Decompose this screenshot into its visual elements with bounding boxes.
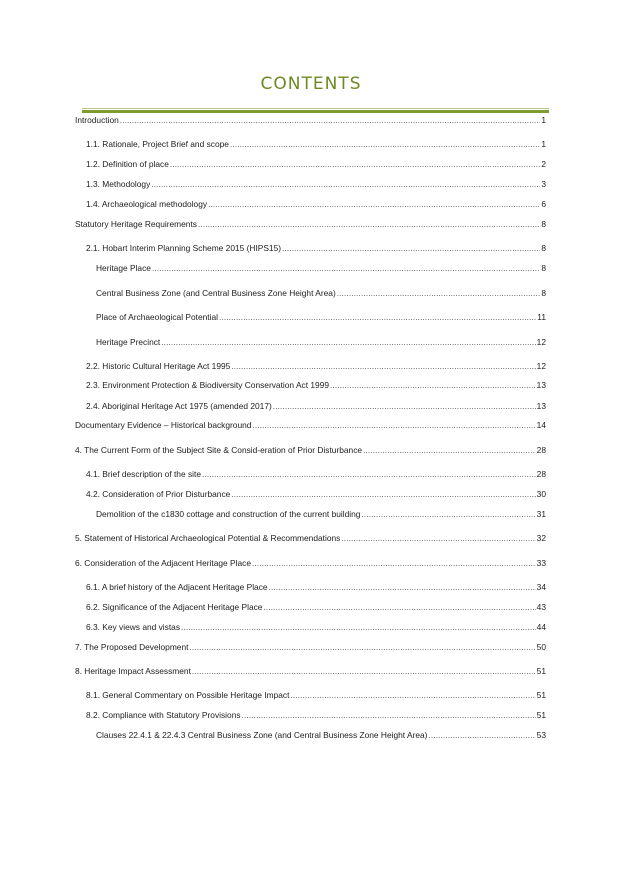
toc-entry-text: 6.1. A brief history of the Adjacent Heritage Place: [86, 582, 268, 592]
toc-entry-text: 6.3. Key views and vistas: [86, 622, 181, 632]
toc-entry-text: 1.4. Archaeological methodology: [86, 199, 208, 209]
toc-leader-dots: [290, 690, 535, 701]
toc-entry-text: 8.1. General Commentary on Possible Heritage Impact: [86, 690, 290, 700]
toc-entry-text: Place of Archaeological Potential: [96, 312, 218, 322]
toc-entry-archaeological-potential[interactable]: [96, 312, 546, 323]
toc-leader-dots: [151, 179, 540, 190]
toc-entry-text: Documentary Evidence – Historical background: [75, 420, 252, 430]
toc-entry-7[interactable]: [75, 642, 546, 653]
toc-page-number: 44: [536, 622, 546, 632]
toc-page-number: 13: [536, 401, 546, 411]
toc-page-number: 13: [536, 380, 546, 390]
toc-entry-documentary[interactable]: [75, 420, 546, 431]
toc-leader-dots: [252, 420, 535, 431]
toc-page-number: 34: [536, 582, 546, 592]
toc-entry-4-1[interactable]: [86, 469, 546, 480]
toc-page-number: 33: [536, 558, 546, 568]
toc-leader-dots: [230, 139, 540, 150]
toc-leader-dots: [269, 582, 536, 593]
toc-page-number: 50: [536, 642, 546, 652]
toc-page-number: 53: [536, 730, 546, 740]
toc-page-number: 12: [536, 337, 546, 347]
toc-entry-statutory[interactable]: [75, 219, 546, 230]
toc-entry-6-2[interactable]: [86, 602, 546, 613]
toc-entry-heritage-place[interactable]: [96, 263, 546, 274]
toc-page-number: 28: [536, 445, 546, 455]
toc-entry-text: 4.2. Consideration of Prior Disturbance: [86, 489, 231, 499]
toc-leader-dots: [263, 602, 535, 613]
toc-entry-text: 5. Statement of Historical Archaeological Potential & Recommendations: [75, 533, 341, 543]
toc-leader-dots: [273, 401, 536, 412]
toc-entry-text: Clauses 22.4.1 & 22.4.3 Central Business Zone (and Central Business Zone Height Area): [96, 730, 428, 740]
toc-leader-dots: [330, 380, 536, 391]
toc-entry-2-1[interactable]: [86, 243, 546, 254]
toc-leader-dots: [189, 642, 535, 653]
toc-leader-dots: [198, 219, 540, 230]
toc-entry-6-1[interactable]: [86, 582, 546, 593]
toc-entry-text: Heritage Place: [96, 263, 151, 273]
toc-entry-text: 1.1. Rationale, Project Brief and scope: [86, 139, 229, 149]
toc-leader-dots: [231, 489, 535, 500]
toc-page-number: 28: [536, 469, 546, 479]
toc-entry-text: 8.2. Compliance with Statutory Provisions: [86, 710, 241, 720]
toc-leader-dots: [337, 288, 541, 299]
toc-page-number: 1: [541, 115, 546, 125]
toc-page-number: 31: [536, 509, 546, 519]
toc-leader-dots: [231, 361, 535, 372]
toc-entry-text: Introduction: [75, 115, 119, 125]
toc-page-number: 51: [536, 666, 546, 676]
toc-leader-dots: [202, 469, 536, 480]
toc-entry-1-1[interactable]: [86, 139, 546, 150]
toc-page-number: 6: [541, 199, 546, 209]
toc-entry-8[interactable]: [75, 666, 546, 677]
toc-entry-1-2[interactable]: [86, 159, 546, 170]
toc-entry-8-1[interactable]: [86, 690, 546, 701]
toc-entry-1-4[interactable]: [86, 199, 546, 210]
toc-page-number: 8: [541, 263, 546, 273]
toc-leader-dots: [219, 312, 536, 323]
toc-entry-heritage-precinct[interactable]: [96, 337, 546, 348]
toc-entry-text: 2.4. Aboriginal Heritage Act 1975 (amended 2017): [86, 401, 272, 411]
toc-page-number: 1: [541, 139, 546, 149]
toc-page-number: 11: [537, 312, 546, 322]
toc-entry-6[interactable]: [75, 558, 546, 569]
toc-entry-cbz[interactable]: [96, 288, 546, 299]
toc-page-number: 2: [541, 159, 546, 169]
contents-title: CONTENTS: [260, 74, 362, 94]
toc-entry-4-2[interactable]: [86, 489, 546, 500]
toc-page-number: 8: [541, 288, 546, 298]
toc-entry-text: 8. Heritage Impact Assessment: [75, 666, 191, 676]
toc-entry-2-2[interactable]: [86, 361, 546, 372]
toc-leader-dots: [120, 115, 541, 126]
toc-entry-text: 4.1. Brief description of the site: [86, 469, 201, 479]
toc-entry-text: Heritage Precinct: [96, 337, 161, 347]
toc-page-number: 51: [536, 690, 546, 700]
toc-entry-text: 7. The Proposed Development: [75, 642, 189, 652]
toc-entry-demolition[interactable]: [96, 509, 546, 520]
toc-entry-text: 6.2. Significance of the Adjacent Heritage Place: [86, 602, 263, 612]
toc-entry-clauses[interactable]: [96, 730, 546, 741]
toc-entry-text: 1.3. Methodology: [86, 179, 151, 189]
title-rule-thick: [82, 110, 549, 113]
toc-leader-dots: [363, 445, 536, 456]
toc-entry-4[interactable]: [75, 445, 546, 456]
toc-entry-introduction[interactable]: [75, 115, 546, 126]
toc-leader-dots: [428, 730, 535, 741]
toc-entry-2-3[interactable]: [86, 380, 546, 391]
toc-entry-text: Central Business Zone (and Central Business Zone Height Area): [96, 288, 336, 298]
toc-entry-text: 2.3. Environment Protection & Biodiversity Conservation Act 1999: [86, 380, 330, 390]
toc-page-number: 8: [541, 243, 546, 253]
toc-entry-2-4[interactable]: [86, 401, 546, 412]
toc-leader-dots: [192, 666, 536, 677]
toc-page-number: 14: [536, 420, 546, 430]
toc-page-number: 32: [536, 533, 546, 543]
toc-leader-dots: [242, 710, 536, 721]
toc-page-number: 51: [536, 710, 546, 720]
toc-entry-8-2[interactable]: [86, 710, 546, 721]
toc-entry-text: 6. Consideration of the Adjacent Heritage Place: [75, 558, 251, 568]
toc-leader-dots: [161, 337, 535, 348]
toc-entry-text: Statutory Heritage Requirements: [75, 219, 197, 229]
toc-leader-dots: [208, 199, 540, 210]
toc-leader-dots: [341, 533, 535, 544]
toc-page-number: 30: [536, 489, 546, 499]
toc-entry-text: 1.2. Definition of place: [86, 159, 169, 169]
toc-leader-dots: [361, 509, 535, 520]
toc-entry-5[interactable]: [75, 533, 546, 544]
toc-entry-1-3[interactable]: [86, 179, 546, 190]
toc-entry-6-3[interactable]: [86, 622, 546, 633]
toc-entry-text: 2.1. Hobart Interim Planning Scheme 2015 (HIPS15): [86, 243, 282, 253]
toc-leader-dots: [181, 622, 536, 633]
title-rule-thin: [82, 108, 549, 109]
toc-leader-dots: [282, 243, 540, 254]
toc-entry-text: 4. The Current Form of the Subject Site & Consid-eration of Prior Disturbance: [75, 445, 363, 455]
toc-entry-text: Demolition of the c1830 cottage and construction of the current building: [96, 509, 361, 519]
toc-leader-dots: [252, 558, 536, 569]
toc-page-number: 43: [536, 602, 546, 612]
toc-leader-dots: [152, 263, 540, 274]
toc-leader-dots: [170, 159, 540, 170]
toc-page-number: 3: [541, 179, 546, 189]
toc-entry-text: 2.2. Historic Cultural Heritage Act 1995: [86, 361, 231, 371]
toc-page-number: 8: [541, 219, 546, 229]
toc-page-number: 12: [536, 361, 546, 371]
